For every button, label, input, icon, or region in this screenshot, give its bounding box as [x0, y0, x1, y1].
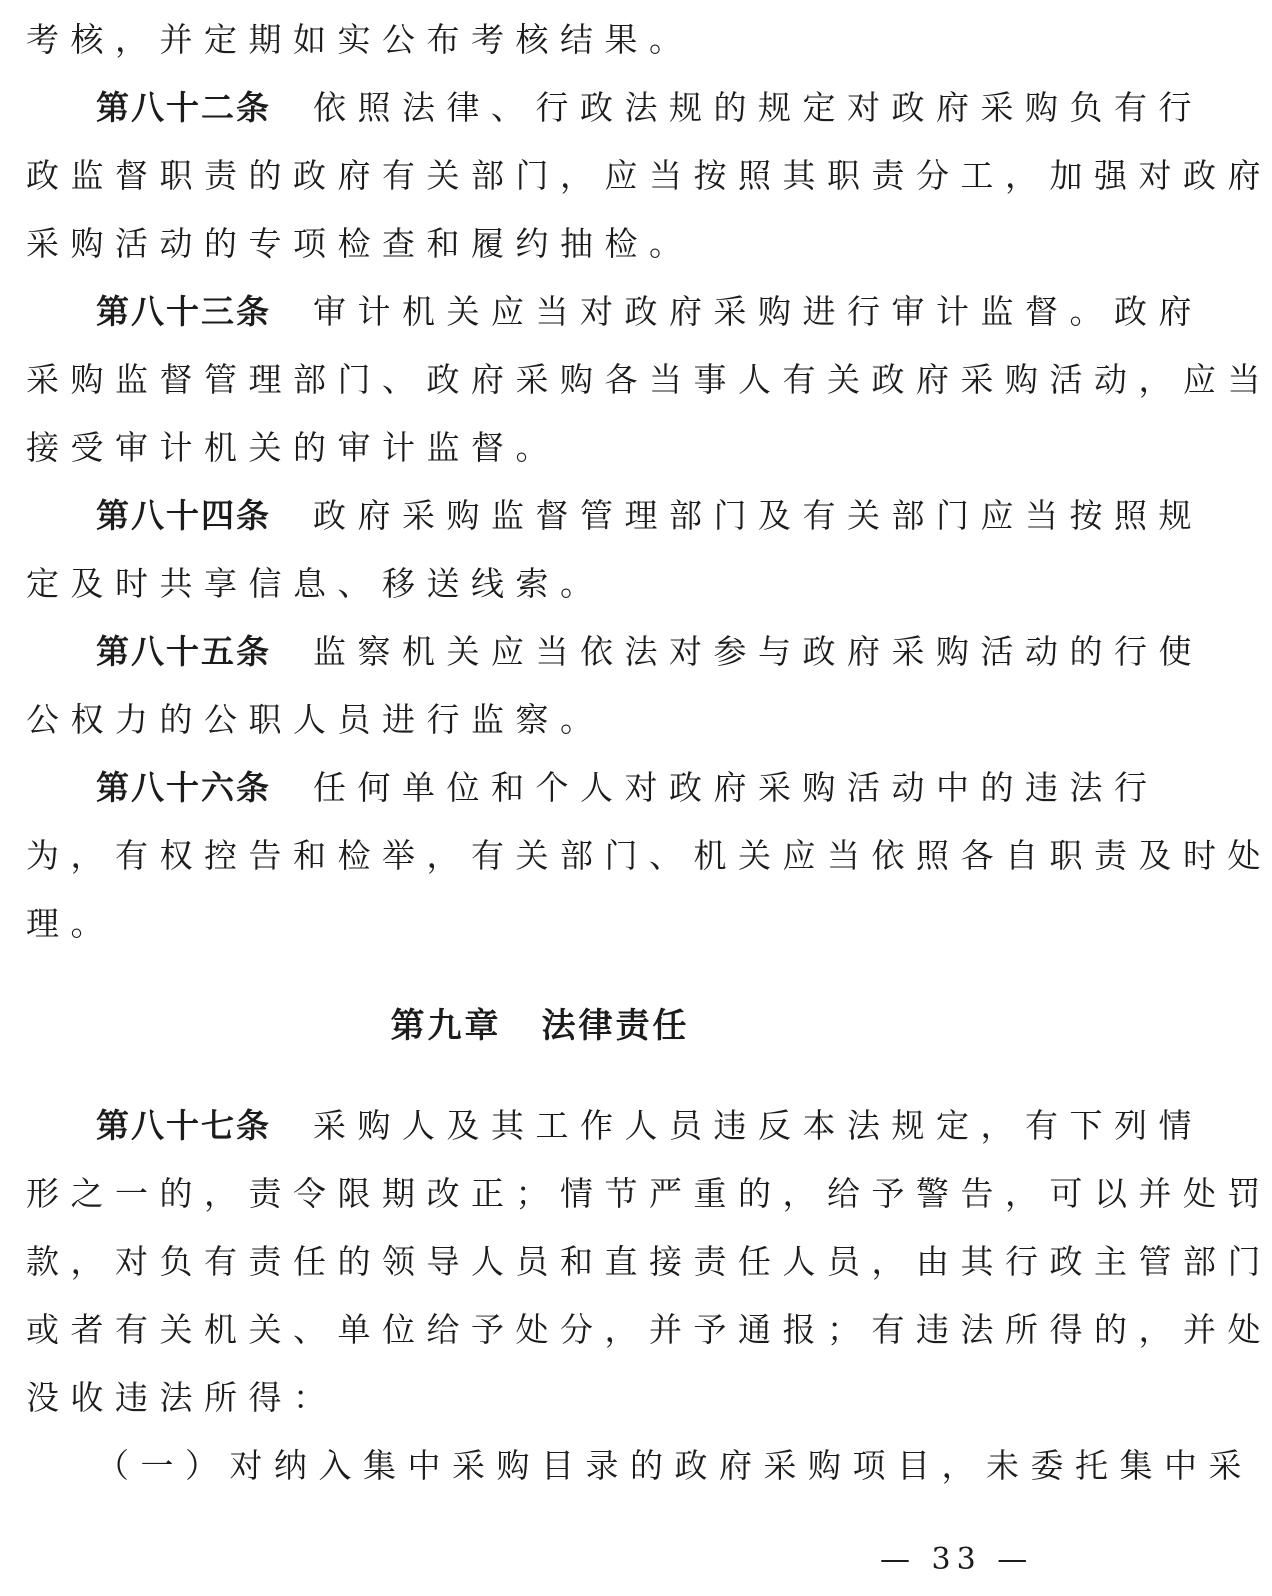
article-87-line-2 [26, 1164, 1272, 1224]
article-84-text: 政府采购监督管理部门及有关部门应当按照规 [313, 496, 1203, 535]
article-83-text: 接受审计机关的审计监督。 [26, 428, 560, 467]
article-87-text: 没收违法所得： [26, 1378, 338, 1417]
article-82-line-1 [96, 78, 1203, 138]
chapter-title: 法律责任 [541, 1006, 690, 1046]
article-82-text: 政监督职责的政府有关部门，应当按照其职责分工，加强对政府 [26, 156, 1272, 195]
article-86-text: 为，有权控告和检举，有关部门、机关应当依照各自职责及时处 [26, 836, 1272, 875]
article-85-text: 监察机关应当依法对参与政府采购活动的行使 [313, 632, 1203, 671]
article-86-line-2 [26, 826, 1272, 886]
article-83-line-2 [26, 350, 1272, 410]
article-87-text: 形之一的，责令限期改正；情节严重的，给予警告，可以并处罚 [26, 1174, 1272, 1213]
article-87-number: 第八十七条 [96, 1106, 271, 1145]
article-85-number: 第八十五条 [96, 632, 271, 671]
article-83-text: 采购监督管理部门、政府采购各当事人有关政府采购活动，应当 [26, 360, 1272, 399]
article-82-line-3 [26, 214, 1054, 274]
article-85-line-1 [96, 622, 1203, 682]
article-87-line-5 [26, 1368, 1054, 1428]
article-82-line-2 [26, 146, 1272, 206]
article-87-text: 或者有关机关、单位给予处分，并予通报；有违法所得的，并处 [26, 1310, 1272, 1349]
article-84-line-1 [96, 486, 1203, 546]
chapter-number: 第九章 [390, 1006, 502, 1046]
article-87-line-3 [26, 1232, 1272, 1292]
article-82-text: 依照法律、行政法规的规定对政府采购负有行 [313, 88, 1203, 127]
list-item-text: （一）对纳入集中采购目录的政府采购项目，未委托集中采 [96, 1446, 1253, 1485]
article-83-number: 第八十三条 [96, 292, 271, 331]
page-number: — 33 — [880, 1542, 1034, 1577]
article-83-line-3 [26, 418, 1054, 478]
article-82-text: 采购活动的专项检查和履约抽检。 [26, 224, 694, 263]
chapter-heading [0, 996, 1080, 1056]
article-87-line-4 [26, 1300, 1272, 1360]
article-86-line-1 [96, 758, 1159, 818]
article-87-text: 采购人及其工作人员违反本法规定，有下列情 [313, 1106, 1203, 1145]
article-86-line-3 [26, 894, 1054, 954]
article-87-text: 款，对负有责任的领导人员和直接责任人员，由其行政主管部门 [26, 1242, 1272, 1281]
article-83-line-1 [96, 282, 1203, 342]
paragraph-text: 考核，并定期如实公布考核结果。 [26, 20, 694, 59]
article-86-number: 第八十六条 [96, 768, 271, 807]
article-84-line-2 [26, 554, 1054, 614]
text-line [26, 10, 1054, 70]
article-84-text: 定及时共享信息、移送线索。 [26, 564, 605, 603]
list-item-1-line-1 [96, 1436, 1253, 1496]
article-86-text: 理。 [26, 904, 115, 943]
article-85-text: 公权力的公职人员进行监察。 [26, 700, 605, 739]
article-85-line-2 [26, 690, 1054, 750]
article-83-text: 审计机关应当对政府采购进行审计监督。政府 [313, 292, 1203, 331]
article-87-line-1 [96, 1096, 1203, 1156]
article-86-text: 任何单位和个人对政府采购活动中的违法行 [313, 768, 1159, 807]
article-84-number: 第八十四条 [96, 496, 271, 535]
article-82-number: 第八十二条 [96, 88, 271, 127]
